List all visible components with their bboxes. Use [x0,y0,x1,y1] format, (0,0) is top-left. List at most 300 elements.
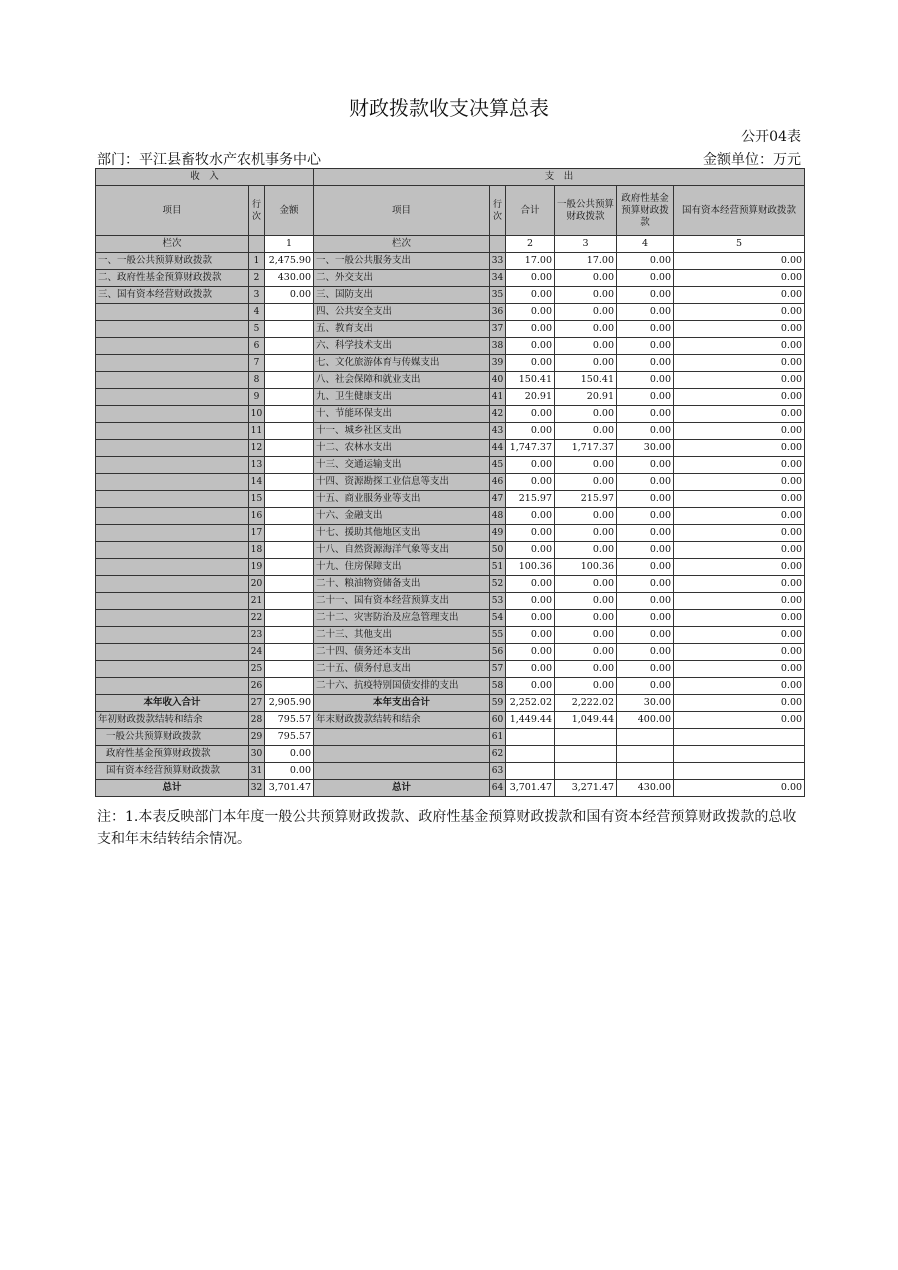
income-line-header: 行次 [249,186,265,236]
table-row [96,474,805,491]
table-row [96,287,805,304]
income-item-cell [96,644,249,661]
expense-general-cell: 0.00 [555,474,617,491]
expense-capital-cell: 0.00 [674,457,805,474]
expense-line-cell: 58 [490,678,506,695]
expense-fund-cell: 0.00 [617,321,674,338]
expense-line-cell: 51 [490,559,506,576]
income-item-cell [96,576,249,593]
expense-line-cell: 44 [490,440,506,457]
grand-total-expense: 3,701.47 [506,780,555,797]
expense-line-cell: 39 [490,355,506,372]
income-line-cell: 21 [249,593,265,610]
expense-item-cell: 十五、商业服务业等支出 [314,491,490,508]
expense-general-cell: 0.00 [555,593,617,610]
expense-general-cell: 0.00 [555,627,617,644]
expense-general-cell: 150.41 [555,372,617,389]
income-line-cell: 23 [249,627,265,644]
expense-general-cell: 0.00 [555,287,617,304]
expense-fund-cell: 0.00 [617,406,674,423]
income-amount-cell [265,661,314,678]
income-total-value: 2,905.90 [265,695,314,712]
table-row [96,423,805,440]
table-row [96,253,805,270]
expense-line-cell: 53 [490,593,506,610]
expense-item-cell: 二、外交支出 [314,270,490,287]
expense-general-cell: 215.97 [555,491,617,508]
expense-total-cell: 17.00 [506,253,555,270]
begin-balance-value: 795.57 [265,712,314,729]
expense-total-cell: 0.00 [506,508,555,525]
expense-item-cell: 二十一、国有资本经营预算支出 [314,593,490,610]
page-title: 财政拨款收支决算总表 [349,96,549,120]
income-line-cell: 10 [249,406,265,423]
col-label-expense: 栏次 [314,236,490,253]
table-row [96,661,805,678]
column-index-row [96,236,805,253]
income-amount-cell: 2,475.90 [265,253,314,270]
income-line-cell: 11 [249,423,265,440]
expense-line-cell: 57 [490,661,506,678]
expense-capital-cell: 0.00 [674,270,805,287]
header-row-columns [96,186,805,236]
expense-fund-cell: 0.00 [617,542,674,559]
income-amount-cell [265,355,314,372]
expense-general-cell: 0.00 [555,576,617,593]
unit-label: 金额单位：万元 [703,152,801,168]
income-item-cell [96,355,249,372]
col-index-3: 3 [555,236,617,253]
expense-fund-cell: 0.00 [617,627,674,644]
income-amount-cell [265,644,314,661]
grand-total-row: 总计 32 3,701.47 总计 64 3,701.47 3,271.47 430.00 0.00 [96,780,805,797]
table-row [96,321,805,338]
expense-total-cell: 215.97 [506,491,555,508]
expense-line-cell: 42 [490,406,506,423]
income-total-label: 本年收入合计 [96,695,249,712]
expense-capital-cell: 0.00 [674,644,805,661]
income-item-header: 项目 [96,186,249,236]
expense-capital-cell: 0.00 [674,610,805,627]
income-amount-cell [265,304,314,321]
budget-table [95,168,805,797]
table-row [96,355,805,372]
expense-total-cell: 0.00 [506,661,555,678]
table-row [96,576,805,593]
expense-general-cell: 0.00 [555,355,617,372]
income-line-cell: 7 [249,355,265,372]
total-header: 合计 [506,186,555,236]
income-line-cell: 5 [249,321,265,338]
income-line-cell: 26 [249,678,265,695]
table-row [96,406,805,423]
income-amount-cell [265,474,314,491]
expense-line-cell: 46 [490,474,506,491]
expense-fund-cell: 0.00 [617,593,674,610]
expense-line-cell: 56 [490,644,506,661]
expense-capital-cell: 0.00 [674,593,805,610]
expense-general-cell: 0.00 [555,610,617,627]
table-row [96,559,805,576]
expense-fund-cell: 0.00 [617,678,674,695]
expense-line-cell: 40 [490,372,506,389]
sub-balance-row-general: 一般公共预算财政拨款 29 795.57 61 [96,729,805,746]
begin-balance-label: 年初财政拨款结转和结余 [96,712,249,729]
expense-capital-cell: 0.00 [674,389,805,406]
table-row [96,270,805,287]
expense-line-cell: 35 [490,287,506,304]
income-amount-cell [265,627,314,644]
col-index-1: 1 [265,236,314,253]
expense-item-cell: 三、国防支出 [314,287,490,304]
expense-capital-cell: 0.00 [674,474,805,491]
income-amount-header: 金额 [265,186,314,236]
expense-fund-cell: 0.00 [617,491,674,508]
expense-capital-cell: 0.00 [674,253,805,270]
income-amount-cell [265,593,314,610]
expense-line-cell: 41 [490,389,506,406]
expense-item-cell: 二十、粮油物资储备支出 [314,576,490,593]
expense-item-cell: 九、卫生健康支出 [314,389,490,406]
expense-fund-cell: 0.00 [617,304,674,321]
expense-total-cell: 0.00 [506,525,555,542]
expense-total-cell: 150.41 [506,372,555,389]
income-amount-cell: 0.00 [265,287,314,304]
form-code: 公开04表 [741,129,801,145]
income-line-cell: 22 [249,610,265,627]
expense-total-cell: 0.00 [506,644,555,661]
income-line-cell: 18 [249,542,265,559]
income-line-cell: 15 [249,491,265,508]
expense-capital-cell: 0.00 [674,508,805,525]
table-row [96,678,805,695]
table-row [96,304,805,321]
expense-total-cell: 0.00 [506,576,555,593]
table-row [96,542,805,559]
income-amount-cell [265,423,314,440]
expense-total-cell: 0.00 [506,287,555,304]
table-row [96,491,805,508]
income-item-cell [96,406,249,423]
col-index-4: 4 [617,236,674,253]
income-amount-cell [265,491,314,508]
expense-general-cell: 0.00 [555,542,617,559]
income-item-cell: 一、一般公共预算财政拨款 [96,253,249,270]
income-line-cell: 20 [249,576,265,593]
expense-fund-cell: 0.00 [617,338,674,355]
income-line-cell: 14 [249,474,265,491]
expense-item-cell: 四、公共安全支出 [314,304,490,321]
expense-fund-cell: 30.00 [617,440,674,457]
gov-fund-header: 政府性基金预算财政拨款 [617,186,674,236]
expense-capital-cell: 0.00 [674,287,805,304]
income-line-cell: 4 [249,304,265,321]
income-item-cell [96,508,249,525]
income-amount-cell [265,542,314,559]
grand-total-income: 3,701.47 [265,780,314,797]
expense-total-cell: 0.00 [506,593,555,610]
expense-total-cell: 0.00 [506,321,555,338]
table-row [96,525,805,542]
expense-general-cell: 100.36 [555,559,617,576]
end-balance-label: 年末财政拨款结转和结余 [314,712,490,729]
expense-line-cell: 34 [490,270,506,287]
expense-line-cell: 45 [490,457,506,474]
expense-general-cell: 0.00 [555,270,617,287]
col-index-5: 5 [674,236,805,253]
expense-total-cell: 20.91 [506,389,555,406]
income-item-cell: 三、国有资本经营财政拨款 [96,287,249,304]
table-row [96,593,805,610]
expense-fund-cell: 0.00 [617,287,674,304]
expense-capital-cell: 0.00 [674,372,805,389]
expense-capital-cell: 0.00 [674,423,805,440]
sub-balance-row-capital: 国有资本经营预算财政拨款 31 0.00 63 [96,763,805,780]
expense-item-cell: 二十二、灾害防治及应急管理支出 [314,610,490,627]
col-index-2: 2 [506,236,555,253]
income-line-cell: 3 [249,287,265,304]
expense-item-cell: 八、社会保障和就业支出 [314,372,490,389]
income-amount-cell [265,678,314,695]
expense-item-cell: 二十三、其他支出 [314,627,490,644]
expense-line-cell: 37 [490,321,506,338]
expense-item-cell: 十、节能环保支出 [314,406,490,423]
income-item-cell [96,372,249,389]
expense-line-cell: 55 [490,627,506,644]
expense-total-cell: 0.00 [506,270,555,287]
expense-line-cell: 54 [490,610,506,627]
expense-total-cell: 1,747.37 [506,440,555,457]
income-item-cell [96,610,249,627]
expense-item-cell: 十八、自然资源海洋气象等支出 [314,542,490,559]
expense-item-cell: 十六、金融支出 [314,508,490,525]
income-line-cell: 1 [249,253,265,270]
income-line-cell: 8 [249,372,265,389]
table-row [96,440,805,457]
expense-total-cell: 0.00 [506,423,555,440]
expense-line-cell: 47 [490,491,506,508]
income-item-cell [96,338,249,355]
expense-capital-cell: 0.00 [674,661,805,678]
expense-item-header: 项目 [314,186,490,236]
income-item-cell [96,678,249,695]
expense-capital-cell: 0.00 [674,338,805,355]
table-row [96,389,805,406]
expense-total-value: 2,252.02 [506,695,555,712]
expense-capital-cell: 0.00 [674,576,805,593]
expense-total-cell: 0.00 [506,304,555,321]
income-line-cell: 9 [249,389,265,406]
expense-fund-cell: 0.00 [617,474,674,491]
expense-total-cell: 0.00 [506,355,555,372]
expense-total-cell: 0.00 [506,610,555,627]
income-item-cell [96,457,249,474]
expense-general-cell: 20.91 [555,389,617,406]
expense-item-cell: 一、一般公共服务支出 [314,253,490,270]
expense-capital-cell: 0.00 [674,406,805,423]
end-balance-total: 1,449.44 [506,712,555,729]
income-item-cell [96,491,249,508]
header-row-section [96,169,805,186]
income-item-cell [96,321,249,338]
expense-general-cell: 0.00 [555,423,617,440]
expense-total-cell: 0.00 [506,457,555,474]
expense-line-cell: 33 [490,253,506,270]
expense-item-cell: 十二、农林水支出 [314,440,490,457]
expense-item-cell: 六、科学技术支出 [314,338,490,355]
general-budget-header: 一般公共预算财政拨款 [555,186,617,236]
expense-capital-cell: 0.00 [674,304,805,321]
expense-fund-cell: 0.00 [617,423,674,440]
expense-capital-cell: 0.00 [674,525,805,542]
table-row [96,372,805,389]
income-header: 收 入 [96,169,314,186]
expense-capital-cell: 0.00 [674,355,805,372]
annual-total-row: 本年收入合计 27 2,905.90 本年支出合计 59 2,252.02 2,222.02 30.00 0.00 [96,695,805,712]
expense-general-cell: 0.00 [555,644,617,661]
income-line-cell: 12 [249,440,265,457]
income-line-cell: 16 [249,508,265,525]
table-row [96,644,805,661]
income-item-cell [96,559,249,576]
expense-general-cell: 0.00 [555,338,617,355]
department-label: 部门：平江县畜牧水产农机事务中心 [97,152,321,168]
expense-capital-cell: 0.00 [674,678,805,695]
expense-item-cell: 十四、资源勘探工业信息等支出 [314,474,490,491]
expense-fund-cell: 0.00 [617,270,674,287]
table-row [96,610,805,627]
expense-fund-cell: 0.00 [617,355,674,372]
expense-item-cell: 十七、援助其他地区支出 [314,525,490,542]
income-line-cell: 19 [249,559,265,576]
sub-balance-row-fund: 政府性基金预算财政拨款 30 0.00 62 [96,746,805,763]
income-item-cell: 二、政府性基金预算财政拨款 [96,270,249,287]
income-amount-cell [265,508,314,525]
grand-total-label: 总计 [96,780,249,797]
expense-fund-cell: 0.00 [617,559,674,576]
expense-fund-cell: 0.00 [617,372,674,389]
expense-general-cell: 0.00 [555,457,617,474]
expense-general-cell: 17.00 [555,253,617,270]
expense-total-cell: 0.00 [506,474,555,491]
income-line-cell: 24 [249,644,265,661]
carryover-row: 年初财政拨款结转和结余 28 795.57 年末财政拨款结转和结余 60 1,449.44 1,049.44 400.00 0.00 [96,712,805,729]
expense-general-cell: 0.00 [555,525,617,542]
expense-fund-cell: 0.00 [617,525,674,542]
income-item-cell [96,593,249,610]
expense-line-cell: 36 [490,304,506,321]
income-amount-cell [265,559,314,576]
expense-item-cell: 二十五、债务付息支出 [314,661,490,678]
expense-item-cell: 十三、交通运输支出 [314,457,490,474]
income-item-cell [96,474,249,491]
expense-line-header: 行次 [490,186,506,236]
income-item-cell [96,423,249,440]
expense-general-cell: 0.00 [555,661,617,678]
income-item-cell [96,304,249,321]
expense-total-cell: 0.00 [506,627,555,644]
expense-total-cell: 100.36 [506,559,555,576]
income-amount-cell [265,440,314,457]
expense-total-cell: 0.00 [506,678,555,695]
expense-fund-cell: 0.00 [617,389,674,406]
expense-item-cell: 七、文化旅游体育与传媒支出 [314,355,490,372]
expense-general-cell: 0.00 [555,406,617,423]
expense-capital-cell: 0.00 [674,321,805,338]
income-item-cell [96,661,249,678]
income-amount-cell [265,525,314,542]
expense-item-cell: 十一、城乡社区支出 [314,423,490,440]
expense-line-cell: 50 [490,542,506,559]
state-capital-header: 国有资本经营预算财政拨款 [674,186,805,236]
expense-item-cell: 二十六、抗疫特别国债安排的支出 [314,678,490,695]
income-amount-cell [265,610,314,627]
expense-capital-cell: 0.00 [674,627,805,644]
income-amount-cell [265,389,314,406]
expense-line-cell: 48 [490,508,506,525]
expense-total-cell: 0.00 [506,338,555,355]
expense-capital-cell: 0.00 [674,491,805,508]
income-line-cell: 17 [249,525,265,542]
expense-fund-cell: 0.00 [617,576,674,593]
table-row [96,338,805,355]
col-label-income: 栏次 [96,236,249,253]
income-item-cell [96,542,249,559]
expense-general-cell: 1,717.37 [555,440,617,457]
table-row [96,627,805,644]
expense-total-cell: 0.00 [506,406,555,423]
expense-total-cell: 0.00 [506,542,555,559]
expense-fund-cell: 0.00 [617,661,674,678]
expense-general-cell: 0.00 [555,508,617,525]
income-line-cell: 6 [249,338,265,355]
table-row [96,508,805,525]
expense-fund-cell: 0.00 [617,644,674,661]
expense-item-cell: 十九、住房保障支出 [314,559,490,576]
expense-fund-cell: 0.00 [617,457,674,474]
income-line-cell: 13 [249,457,265,474]
income-amount-cell [265,406,314,423]
expense-line-cell: 49 [490,525,506,542]
expense-capital-cell: 0.00 [674,559,805,576]
expense-general-cell: 0.00 [555,321,617,338]
expense-fund-cell: 0.00 [617,253,674,270]
expense-total-label: 本年支出合计 [314,695,490,712]
income-amount-cell [265,338,314,355]
income-amount-cell [265,576,314,593]
expense-general-cell: 0.00 [555,304,617,321]
income-amount-cell: 430.00 [265,270,314,287]
income-item-cell [96,525,249,542]
expense-fund-cell: 0.00 [617,508,674,525]
expense-line-cell: 38 [490,338,506,355]
expense-capital-cell: 0.00 [674,440,805,457]
expense-fund-cell: 0.00 [617,610,674,627]
income-item-cell [96,389,249,406]
income-item-cell [96,440,249,457]
expense-header: 支 出 [314,169,805,186]
expense-item-cell: 五、教育支出 [314,321,490,338]
income-line-cell: 2 [249,270,265,287]
table-row [96,457,805,474]
footnote: 注：1.本表反映部门本年度一般公共预算财政拨款、政府性基金预算财政拨款和国有资本经营预算财政拨款的总收支和年末结转结余情况。 [97,809,797,847]
income-line-cell: 25 [249,661,265,678]
expense-general-cell: 0.00 [555,678,617,695]
expense-capital-cell: 0.00 [674,542,805,559]
income-amount-cell [265,372,314,389]
income-amount-cell [265,457,314,474]
income-item-cell [96,627,249,644]
